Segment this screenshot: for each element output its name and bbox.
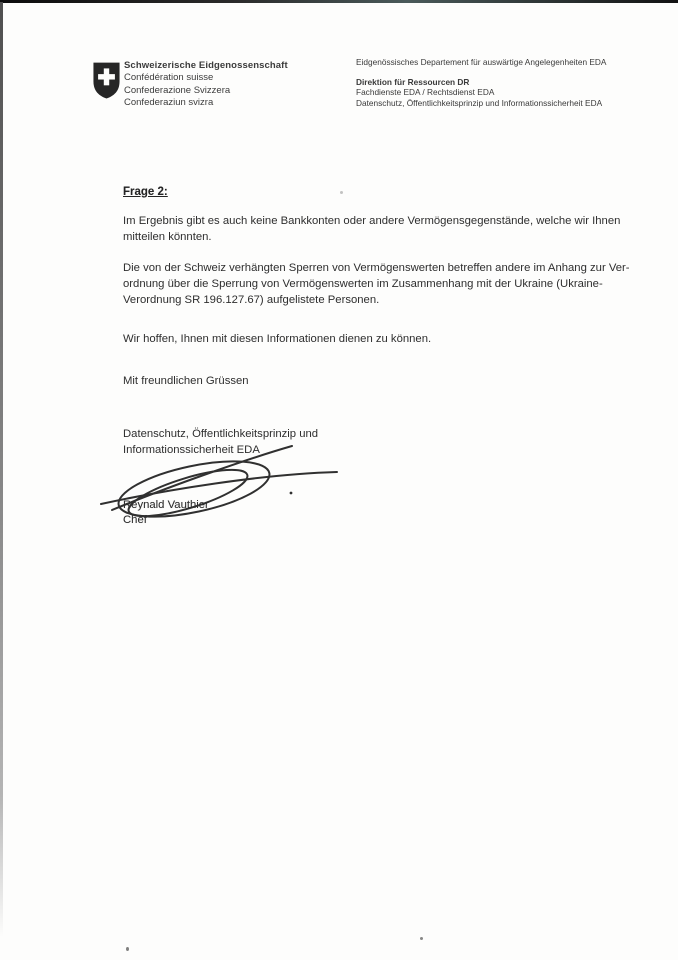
closing-salutation: Mit freundlichen Grüssen	[123, 375, 249, 387]
directorate-name: Direktion für Ressourcen DR	[356, 76, 470, 87]
confederation-name-de: Schweizerische Eidgenossenschaft	[124, 60, 288, 71]
scan-edge-top	[0, 0, 678, 3]
confederation-name-fr: Confédération suisse	[124, 72, 214, 84]
paragraph-3: Wir hoffen, Ihnen mit diesen Informationen dienen zu können.	[123, 333, 432, 345]
signer-name: Reynald Vauthier	[123, 499, 209, 511]
unit-name: Datenschutz, Öffentlichkeitsprinzip und Informationssicherheit EDA	[356, 97, 603, 108]
paragraph-1	[123, 213, 620, 245]
signature-org-line-2: Informationssicherheit EDA	[123, 443, 260, 456]
paragraph-2-line-3: Verordnung SR 196.127.67) aufgelistete Personen.	[123, 294, 380, 306]
confederation-name-rm: Confederaziun svizra	[124, 97, 214, 109]
scan-speck	[340, 191, 343, 194]
paragraph-1-line-1: Im Ergebnis gibt es auch keine Bankkonten oder andere Vermögensgegenstände, welche wir Ihnen	[123, 215, 621, 227]
scan-edge-left	[0, 2, 3, 937]
section-heading: Frage 2:	[123, 186, 168, 198]
swiss-coat-of-arms-icon	[92, 61, 121, 105]
signer-title: Chef	[123, 514, 147, 526]
signature-org-line-1: Datenschutz, Öffentlichkeitsprinzip und	[123, 428, 319, 440]
confederation-wordmark	[124, 60, 288, 110]
paragraph-2	[123, 260, 630, 308]
paragraph-2-line-1: Die von der Schweiz verhängten Sperren von Vermögenswerten betreffen andere im Anhang zur Ver-	[123, 262, 630, 274]
paragraph-2-line-2: ordnung über die Sperrung von Vermögenswerten im Zusammenhang mit der Ukraine (Ukraine-	[123, 278, 603, 290]
confederation-name-it: Confederazione Svizzera	[124, 84, 231, 96]
scan-speck	[126, 947, 129, 951]
division-name: Fachdienste EDA / Rechtsdienst EDA	[356, 87, 495, 98]
paragraph-1-line-2: mitteilen könnten.	[123, 231, 212, 243]
scan-speck	[420, 937, 423, 940]
department-name: Eidgenössisches Departement für auswärtige Angelegenheiten EDA	[356, 57, 607, 67]
header-department-block	[356, 57, 606, 108]
